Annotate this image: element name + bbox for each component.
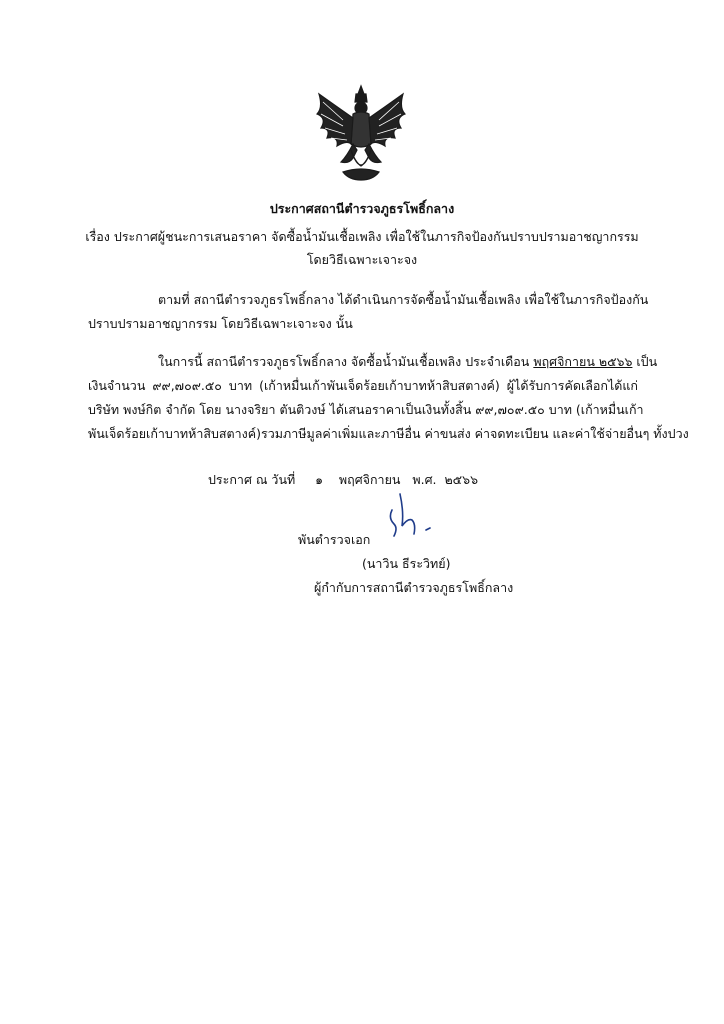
signatory-name: (นาวิน ธีระวิทย์): [362, 556, 451, 571]
paragraph-text: เป็น: [632, 354, 658, 369]
paragraph-line: [158, 354, 658, 370]
handwritten-signature: [378, 488, 468, 548]
paragraph-line: บริษัท พงษ์กิต จำกัด โดย นางจริยา ตันติวงษ์ ได้เสนอราคาเป็นเงินทั้งสิ้น ๙๙,๗๐๙.๕๐ บาท (เก้าหมื่นเก้า: [88, 402, 644, 417]
paragraph-text: ในการนี้ สถานีตำรวจภูธรโพธิ์กลาง จัดซื้อน้ำมันเชื้อเพลิง ประจำเดือน: [158, 354, 534, 369]
subject-line: เรื่อง ประกาศผู้ชนะการเสนอราคา จัดซื้อน้ำมันเชื้อเพลิง เพื่อใช้ในภารกิจป้องกันปราบปรามอาชญากรรม: [85, 229, 639, 244]
paragraph-line: ปราบปรามอาชญากรรม โดยวิธีเฉพาะเจาะจง นั้น: [88, 316, 353, 331]
month-underlined: พฤศจิกายน ๒๕๖๖: [533, 354, 633, 369]
paragraph-line: เงินจำนวน ๙๙,๗๐๙.๕๐ บาท (เก้าหมื่นเก้าพันเจ็ดร้อยเก้าบาทห้าสิบสตางค์) ผู้ได้รับการคัดเลือกได้แก่: [88, 378, 638, 393]
garuda-emblem-icon: [313, 84, 409, 184]
announcement-date: ประกาศ ณ วันที่ ๑ พฤศจิกายน พ.ศ. ๒๕๖๖: [208, 472, 479, 487]
paragraph-line: พันเจ็ดร้อยเก้าบาทห้าสิบสตางค์)รวมภาษีมูลค่าเพิ่มและภาษีอื่น ค่าขนส่ง ค่าจดทะเบียน และค่าใช้จ่ายอื่นๆ ทั้งปวง: [88, 426, 689, 441]
subject-line-continued: โดยวิธีเฉพาะเจาะจง: [306, 252, 418, 267]
page-title: ประกาศสถานีตำรวจภูธรโพธิ์กลาง: [269, 201, 455, 216]
paragraph-line: ตามที่ สถานีตำรวจภูธรโพธิ์กลาง ได้ดำเนินการจัดซื้อน้ำมันเชื้อเพลิง เพื่อใช้ในภารกิจป้องกัน: [158, 292, 649, 307]
signatory-position: ผู้กำกับการสถานีตำรวจภูธรโพธิ์กลาง: [314, 580, 514, 595]
signatory-rank: พันตำรวจเอก: [298, 532, 371, 547]
